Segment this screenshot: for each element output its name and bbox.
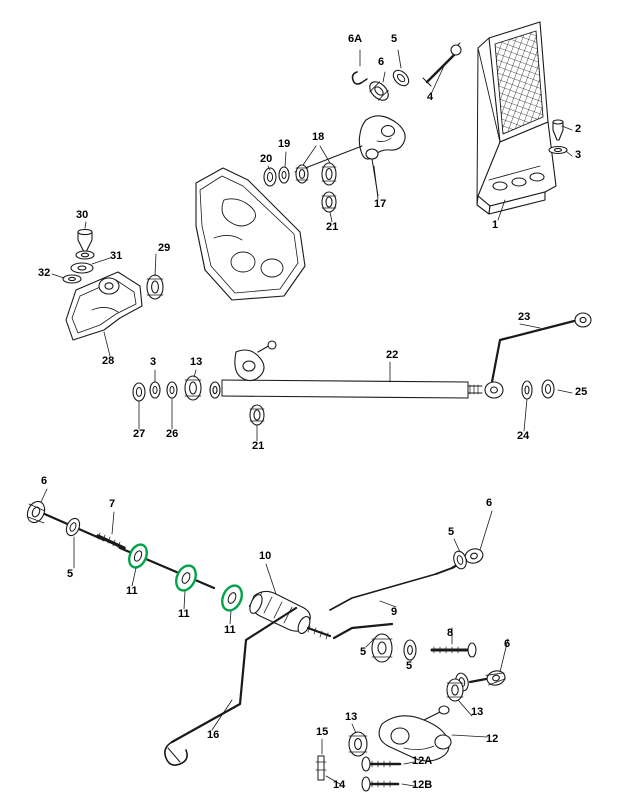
callout-14: 14 [333,779,346,791]
callout-27: 27 [133,428,146,440]
callout-6-pedal-bush: 6 [378,56,385,68]
callout-31: 31 [110,250,123,262]
callout-11-third: 11 [224,624,236,636]
callout-12B: 12B [412,779,433,791]
callout-13-crank-right: 13 [471,706,484,718]
callout-21-lower: 21 [252,440,265,452]
callout-13-crank-left: 13 [345,711,358,723]
callout-6A: 6A [348,33,363,45]
callout-3-rod-washer: 3 [150,356,157,368]
callout-26: 26 [166,428,179,440]
callout-32: 32 [38,267,51,279]
callout-5-bush-right: 5 [406,660,413,672]
callout-12: 12 [486,733,499,745]
callout-18: 18 [312,131,325,143]
callout-13-upper: 13 [190,356,203,368]
callout-6-bolt-end: 6 [504,638,511,650]
callout-21-upper: 21 [326,221,339,233]
callout-3-pedal-washer: 3 [575,149,582,161]
callout-20: 20 [260,153,273,165]
callout-17: 17 [374,198,387,210]
callout-11-second: 11 [178,608,190,620]
callout-23: 23 [518,311,531,323]
callout-8: 8 [447,627,454,639]
callout-6-left-end: 6 [41,475,48,487]
callout-5-left-nut: 5 [67,568,74,580]
callout-19: 19 [278,138,291,150]
callout-22: 22 [386,349,399,361]
callout-12A: 12A [412,755,433,767]
callout-30: 30 [76,209,89,221]
callout-10: 10 [259,550,272,562]
callout-28: 28 [102,355,115,367]
callout-1: 1 [492,219,499,231]
callout-11-first: 11 [126,585,138,597]
callout-6-right-end: 6 [486,497,493,509]
callout-9: 9 [391,606,398,618]
callout-5-pedal-rod: 5 [391,33,398,45]
callout-16: 16 [207,729,220,741]
callout-4: 4 [427,91,434,103]
callout-5-bush-left: 5 [360,646,367,658]
callout-24: 24 [517,430,530,442]
callout-15: 15 [316,726,329,738]
callout-29: 29 [158,242,171,254]
callout-7: 7 [109,498,116,510]
callout-25: 25 [575,386,588,398]
callout-2: 2 [575,123,582,135]
callout-5-right-nut: 5 [448,526,455,538]
